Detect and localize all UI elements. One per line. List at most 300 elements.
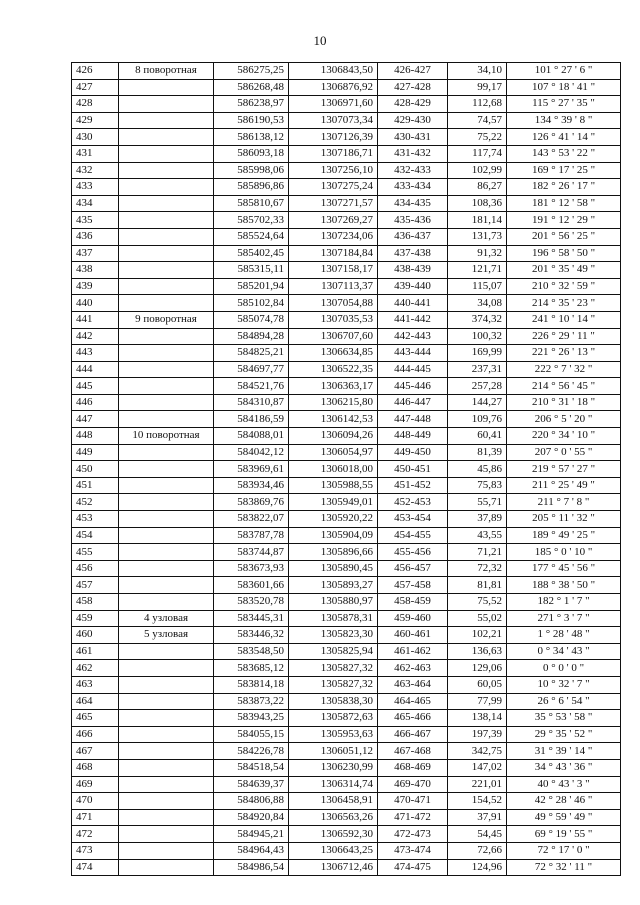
direction-angle-cell: 191 ° 12 ' 29 " — [507, 212, 621, 229]
coord-y-cell: 1306051,12 — [289, 743, 378, 760]
segment-cell: 457-458 — [378, 577, 448, 594]
coord-y-cell: 1307113,37 — [289, 278, 378, 295]
coord-x-cell: 584986,54 — [214, 859, 289, 876]
point-type-cell — [119, 793, 214, 810]
distance-cell: 99,17 — [448, 79, 507, 96]
segment-cell: 449-450 — [378, 444, 448, 461]
segment-cell: 447-448 — [378, 411, 448, 428]
direction-angle-cell: 69 ° 19 ' 55 " — [507, 826, 621, 843]
coord-y-cell: 1307035,53 — [289, 311, 378, 328]
coord-y-cell: 1306314,74 — [289, 776, 378, 793]
segment-cell: 464-465 — [378, 693, 448, 710]
segment-cell: 453-454 — [378, 511, 448, 528]
coord-y-cell: 1305825,94 — [289, 643, 378, 660]
coord-x-cell: 584055,15 — [214, 726, 289, 743]
direction-angle-cell: 0 ° 34 ' 43 " — [507, 643, 621, 660]
table-row — [72, 693, 621, 710]
point-number-cell: 459 — [72, 610, 119, 627]
point-type-cell — [119, 394, 214, 411]
point-number-cell: 473 — [72, 842, 119, 859]
point-number-cell: 451 — [72, 477, 119, 494]
direction-angle-cell: 211 ° 7 ' 8 " — [507, 494, 621, 511]
segment-cell: 436-437 — [378, 228, 448, 245]
coord-x-cell: 584639,37 — [214, 776, 289, 793]
distance-cell: 129,06 — [448, 660, 507, 677]
direction-angle-cell: 220 ° 34 ' 10 " — [507, 428, 621, 445]
direction-angle-cell: 72 ° 17 ' 0 " — [507, 842, 621, 859]
segment-cell: 452-453 — [378, 494, 448, 511]
point-number-cell: 471 — [72, 809, 119, 826]
direction-angle-cell: 201 ° 56 ' 25 " — [507, 228, 621, 245]
point-number-cell: 446 — [72, 394, 119, 411]
coord-x-cell: 583869,76 — [214, 494, 289, 511]
coord-x-cell: 583601,66 — [214, 577, 289, 594]
segment-cell: 467-468 — [378, 743, 448, 760]
distance-cell: 117,74 — [448, 145, 507, 162]
segment-cell: 443-444 — [378, 345, 448, 362]
coord-x-cell: 585524,64 — [214, 228, 289, 245]
coord-x-cell: 583822,07 — [214, 511, 289, 528]
coord-y-cell: 1306018,00 — [289, 461, 378, 478]
table-row — [72, 195, 621, 212]
coord-y-cell: 1306643,25 — [289, 842, 378, 859]
segment-cell: 439-440 — [378, 278, 448, 295]
direction-angle-cell: 72 ° 32 ' 11 " — [507, 859, 621, 876]
point-type-cell — [119, 461, 214, 478]
point-type-cell — [119, 842, 214, 859]
table-row — [72, 63, 621, 80]
table-row — [72, 394, 621, 411]
segment-cell: 442-443 — [378, 328, 448, 345]
distance-cell: 34,10 — [448, 63, 507, 80]
table-row — [72, 129, 621, 146]
coord-y-cell: 1306522,35 — [289, 361, 378, 378]
table-row — [72, 544, 621, 561]
direction-angle-cell: 271 ° 3 ' 7 " — [507, 610, 621, 627]
distance-cell: 138,14 — [448, 710, 507, 727]
point-type-cell — [119, 693, 214, 710]
distance-cell: 72,32 — [448, 560, 507, 577]
segment-cell: 474-475 — [378, 859, 448, 876]
coord-y-cell: 1306876,92 — [289, 79, 378, 96]
coord-x-cell: 585102,84 — [214, 295, 289, 312]
coord-x-cell: 585074,78 — [214, 311, 289, 328]
segment-cell: 444-445 — [378, 361, 448, 378]
table-row — [72, 228, 621, 245]
segment-cell: 470-471 — [378, 793, 448, 810]
distance-cell: 144,27 — [448, 394, 507, 411]
point-type-cell — [119, 228, 214, 245]
segment-cell: 454-455 — [378, 527, 448, 544]
point-type-cell — [119, 79, 214, 96]
direction-angle-cell: 42 ° 28 ' 46 " — [507, 793, 621, 810]
point-type-cell — [119, 328, 214, 345]
segment-cell: 432-433 — [378, 162, 448, 179]
coord-y-cell: 1305893,27 — [289, 577, 378, 594]
segment-cell: 455-456 — [378, 544, 448, 561]
coord-y-cell: 1307054,88 — [289, 295, 378, 312]
point-type-cell — [119, 96, 214, 113]
coord-x-cell: 585998,06 — [214, 162, 289, 179]
coord-x-cell: 583744,87 — [214, 544, 289, 561]
coord-x-cell: 585315,11 — [214, 262, 289, 279]
direction-angle-cell: 126 ° 41 ' 14 " — [507, 129, 621, 146]
distance-cell: 34,08 — [448, 295, 507, 312]
coord-x-cell: 583548,50 — [214, 643, 289, 660]
point-type-cell — [119, 295, 214, 312]
coord-x-cell: 585702,33 — [214, 212, 289, 229]
direction-angle-cell: 222 ° 7 ' 32 " — [507, 361, 621, 378]
segment-cell: 462-463 — [378, 660, 448, 677]
table-row — [72, 245, 621, 262]
point-number-cell: 455 — [72, 544, 119, 561]
table-row — [72, 212, 621, 229]
point-number-cell: 428 — [72, 96, 119, 113]
point-number-cell: 447 — [72, 411, 119, 428]
direction-angle-cell: 169 ° 17 ' 25 " — [507, 162, 621, 179]
segment-cell: 431-432 — [378, 145, 448, 162]
distance-cell: 136,63 — [448, 643, 507, 660]
coord-x-cell: 583445,31 — [214, 610, 289, 627]
direction-angle-cell: 107 ° 18 ' 41 " — [507, 79, 621, 96]
direction-angle-cell: 211 ° 25 ' 49 " — [507, 477, 621, 494]
distance-cell: 109,76 — [448, 411, 507, 428]
point-number-cell: 465 — [72, 710, 119, 727]
point-type-cell — [119, 278, 214, 295]
direction-angle-cell: 210 ° 31 ' 18 " — [507, 394, 621, 411]
coord-x-cell: 584697,77 — [214, 361, 289, 378]
distance-cell: 86,27 — [448, 179, 507, 196]
direction-angle-cell: 35 ° 53 ' 58 " — [507, 710, 621, 727]
point-number-cell: 441 — [72, 311, 119, 328]
distance-cell: 81,39 — [448, 444, 507, 461]
point-number-cell: 470 — [72, 793, 119, 810]
distance-cell: 43,55 — [448, 527, 507, 544]
point-number-cell: 438 — [72, 262, 119, 279]
distance-cell: 102,21 — [448, 627, 507, 644]
table-row — [72, 278, 621, 295]
segment-cell: 429-430 — [378, 112, 448, 129]
table-row — [72, 361, 621, 378]
coord-x-cell: 584945,21 — [214, 826, 289, 843]
segment-cell: 466-467 — [378, 726, 448, 743]
coordinates-table — [71, 62, 621, 876]
point-number-cell: 430 — [72, 129, 119, 146]
coord-y-cell: 1306142,53 — [289, 411, 378, 428]
segment-cell: 451-452 — [378, 477, 448, 494]
table-row — [72, 776, 621, 793]
point-type-cell — [119, 195, 214, 212]
distance-cell: 108,36 — [448, 195, 507, 212]
direction-angle-cell: 10 ° 32 ' 7 " — [507, 676, 621, 693]
table-row — [72, 577, 621, 594]
table-row — [72, 179, 621, 196]
segment-cell: 445-446 — [378, 378, 448, 395]
direction-angle-cell: 214 ° 56 ' 45 " — [507, 378, 621, 395]
coord-x-cell: 586190,53 — [214, 112, 289, 129]
coord-y-cell: 1306094,26 — [289, 428, 378, 445]
direction-angle-cell: 210 ° 32 ' 59 " — [507, 278, 621, 295]
point-number-cell: 444 — [72, 361, 119, 378]
table-row — [72, 311, 621, 328]
coord-y-cell: 1305827,32 — [289, 660, 378, 677]
coord-y-cell: 1305880,97 — [289, 594, 378, 611]
coord-x-cell: 584920,84 — [214, 809, 289, 826]
direction-angle-cell: 201 ° 35 ' 49 " — [507, 262, 621, 279]
point-number-cell: 442 — [72, 328, 119, 345]
distance-cell: 55,71 — [448, 494, 507, 511]
distance-cell: 257,28 — [448, 378, 507, 395]
distance-cell: 181,14 — [448, 212, 507, 229]
point-type-cell — [119, 643, 214, 660]
page-number: 10 — [313, 33, 327, 48]
point-number-cell: 468 — [72, 759, 119, 776]
point-number-cell: 449 — [72, 444, 119, 461]
distance-cell: 154,52 — [448, 793, 507, 810]
coord-x-cell: 584806,88 — [214, 793, 289, 810]
table-row — [72, 295, 621, 312]
point-type-cell — [119, 212, 214, 229]
distance-cell: 54,45 — [448, 826, 507, 843]
direction-angle-cell: 29 ° 35 ' 52 " — [507, 726, 621, 743]
point-type-cell — [119, 345, 214, 362]
point-type-cell — [119, 859, 214, 876]
coord-x-cell: 585810,67 — [214, 195, 289, 212]
direction-angle-cell: 205 ° 11 ' 32 " — [507, 511, 621, 528]
point-number-cell: 456 — [72, 560, 119, 577]
point-number-cell: 434 — [72, 195, 119, 212]
coord-x-cell: 584186,59 — [214, 411, 289, 428]
point-type-cell — [119, 162, 214, 179]
table-row — [72, 627, 621, 644]
table-row — [72, 793, 621, 810]
distance-cell: 91,32 — [448, 245, 507, 262]
table-row — [72, 676, 621, 693]
distance-cell: 60,05 — [448, 676, 507, 693]
table-row — [72, 759, 621, 776]
point-number-cell: 433 — [72, 179, 119, 196]
point-type-cell — [119, 262, 214, 279]
point-number-cell: 448 — [72, 428, 119, 445]
segment-cell: 461-462 — [378, 643, 448, 660]
segment-cell: 468-469 — [378, 759, 448, 776]
coord-x-cell: 585201,94 — [214, 278, 289, 295]
coord-y-cell: 1307256,10 — [289, 162, 378, 179]
direction-angle-cell: 31 ° 39 ' 14 " — [507, 743, 621, 760]
distance-cell: 131,73 — [448, 228, 507, 245]
point-number-cell: 450 — [72, 461, 119, 478]
table-row — [72, 743, 621, 760]
direction-angle-cell: 182 ° 1 ' 7 " — [507, 594, 621, 611]
coord-x-cell: 586238,97 — [214, 96, 289, 113]
distance-cell: 124,96 — [448, 859, 507, 876]
point-type-cell — [119, 676, 214, 693]
point-type-cell — [119, 477, 214, 494]
table-row — [72, 809, 621, 826]
direction-angle-cell: 34 ° 43 ' 36 " — [507, 759, 621, 776]
coord-x-cell: 584964,43 — [214, 842, 289, 859]
point-number-cell: 443 — [72, 345, 119, 362]
point-type-cell: 10 поворотная — [119, 428, 214, 445]
direction-angle-cell: 40 ° 43 ' 3 " — [507, 776, 621, 793]
point-number-cell: 429 — [72, 112, 119, 129]
segment-cell: 433-434 — [378, 179, 448, 196]
coord-x-cell: 583446,32 — [214, 627, 289, 644]
distance-cell: 100,32 — [448, 328, 507, 345]
coord-y-cell: 1306215,80 — [289, 394, 378, 411]
segment-cell: 460-461 — [378, 627, 448, 644]
coord-x-cell: 583969,61 — [214, 461, 289, 478]
coord-y-cell: 1307275,24 — [289, 179, 378, 196]
table-row — [72, 378, 621, 395]
coord-x-cell: 583673,93 — [214, 560, 289, 577]
point-number-cell: 458 — [72, 594, 119, 611]
segment-cell: 435-436 — [378, 212, 448, 229]
direction-angle-cell: 188 ° 38 ' 50 " — [507, 577, 621, 594]
point-type-cell — [119, 594, 214, 611]
point-type-cell — [119, 809, 214, 826]
segment-cell: 441-442 — [378, 311, 448, 328]
segment-cell: 456-457 — [378, 560, 448, 577]
direction-angle-cell: 26 ° 6 ' 54 " — [507, 693, 621, 710]
distance-cell: 121,71 — [448, 262, 507, 279]
coord-y-cell: 1305878,31 — [289, 610, 378, 627]
table-row — [72, 444, 621, 461]
distance-cell: 147,02 — [448, 759, 507, 776]
coord-x-cell: 583814,18 — [214, 676, 289, 693]
table-row — [72, 112, 621, 129]
distance-cell: 45,86 — [448, 461, 507, 478]
point-type-cell — [119, 710, 214, 727]
segment-cell: 428-429 — [378, 96, 448, 113]
coord-x-cell: 583685,12 — [214, 660, 289, 677]
point-number-cell: 474 — [72, 859, 119, 876]
table-row — [72, 162, 621, 179]
segment-cell: 437-438 — [378, 245, 448, 262]
coord-y-cell: 1306363,17 — [289, 378, 378, 395]
coord-x-cell: 585896,86 — [214, 179, 289, 196]
table-row — [72, 710, 621, 727]
direction-angle-cell: 196 ° 58 ' 50 " — [507, 245, 621, 262]
direction-angle-cell: 49 ° 59 ' 49 " — [507, 809, 621, 826]
direction-angle-cell: 182 ° 26 ' 17 " — [507, 179, 621, 196]
point-type-cell — [119, 145, 214, 162]
point-number-cell: 453 — [72, 511, 119, 528]
coord-y-cell: 1306971,60 — [289, 96, 378, 113]
coord-x-cell: 586275,25 — [214, 63, 289, 80]
distance-cell: 72,66 — [448, 842, 507, 859]
table-row — [72, 660, 621, 677]
point-type-cell — [119, 411, 214, 428]
point-number-cell: 445 — [72, 378, 119, 395]
coord-y-cell: 1305949,01 — [289, 494, 378, 511]
coord-y-cell: 1306054,97 — [289, 444, 378, 461]
distance-cell: 342,75 — [448, 743, 507, 760]
coord-y-cell: 1305827,32 — [289, 676, 378, 693]
distance-cell: 75,22 — [448, 129, 507, 146]
table-row — [72, 594, 621, 611]
point-number-cell: 457 — [72, 577, 119, 594]
table-row — [72, 560, 621, 577]
point-number-cell: 467 — [72, 743, 119, 760]
point-number-cell: 469 — [72, 776, 119, 793]
point-type-cell — [119, 511, 214, 528]
coord-y-cell: 1305953,63 — [289, 726, 378, 743]
distance-cell: 60,41 — [448, 428, 507, 445]
coord-x-cell: 583873,22 — [214, 693, 289, 710]
table-row — [72, 859, 621, 876]
distance-cell: 112,68 — [448, 96, 507, 113]
coord-y-cell: 1306634,85 — [289, 345, 378, 362]
point-type-cell — [119, 378, 214, 395]
coord-x-cell: 584518,54 — [214, 759, 289, 776]
coord-y-cell: 1306707,60 — [289, 328, 378, 345]
distance-cell: 77,99 — [448, 693, 507, 710]
distance-cell: 75,83 — [448, 477, 507, 494]
segment-cell: 465-466 — [378, 710, 448, 727]
coord-x-cell: 586268,48 — [214, 79, 289, 96]
point-number-cell: 461 — [72, 643, 119, 660]
point-type-cell — [119, 577, 214, 594]
segment-cell: 430-431 — [378, 129, 448, 146]
segment-cell: 434-435 — [378, 195, 448, 212]
point-number-cell: 427 — [72, 79, 119, 96]
coord-y-cell: 1305904,09 — [289, 527, 378, 544]
direction-angle-cell: 189 ° 49 ' 25 " — [507, 527, 621, 544]
point-number-cell: 464 — [72, 693, 119, 710]
coord-y-cell: 1307126,39 — [289, 129, 378, 146]
segment-cell: 473-474 — [378, 842, 448, 859]
point-type-cell: 5 узловая — [119, 627, 214, 644]
point-type-cell — [119, 112, 214, 129]
table-row — [72, 477, 621, 494]
segment-cell: 440-441 — [378, 295, 448, 312]
point-type-cell — [119, 494, 214, 511]
point-type-cell — [119, 743, 214, 760]
table-row — [72, 527, 621, 544]
table-row — [72, 345, 621, 362]
coord-x-cell: 586138,12 — [214, 129, 289, 146]
coord-y-cell: 1307234,06 — [289, 228, 378, 245]
point-number-cell: 432 — [72, 162, 119, 179]
coord-y-cell: 1305896,66 — [289, 544, 378, 561]
coord-y-cell: 1305890,45 — [289, 560, 378, 577]
segment-cell: 458-459 — [378, 594, 448, 611]
point-number-cell: 439 — [72, 278, 119, 295]
direction-angle-cell: 214 ° 35 ' 23 " — [507, 295, 621, 312]
coord-y-cell: 1305988,55 — [289, 477, 378, 494]
coord-y-cell: 1306592,30 — [289, 826, 378, 843]
direction-angle-cell: 0 ° 0 ' 0 " — [507, 660, 621, 677]
direction-angle-cell: 143 ° 53 ' 22 " — [507, 145, 621, 162]
direction-angle-cell: 185 ° 0 ' 10 " — [507, 544, 621, 561]
coord-y-cell: 1306843,50 — [289, 63, 378, 80]
table-body — [72, 63, 621, 876]
coord-x-cell: 583787,78 — [214, 527, 289, 544]
point-type-cell: 9 поворотная — [119, 311, 214, 328]
table-row — [72, 726, 621, 743]
table-row — [72, 328, 621, 345]
coord-x-cell: 584521,76 — [214, 378, 289, 395]
coord-x-cell: 583934,46 — [214, 477, 289, 494]
point-type-cell — [119, 560, 214, 577]
table-row — [72, 145, 621, 162]
coord-x-cell: 584226,78 — [214, 743, 289, 760]
point-number-cell: 452 — [72, 494, 119, 511]
segment-cell: 450-451 — [378, 461, 448, 478]
point-number-cell: 472 — [72, 826, 119, 843]
coord-y-cell: 1305838,30 — [289, 693, 378, 710]
